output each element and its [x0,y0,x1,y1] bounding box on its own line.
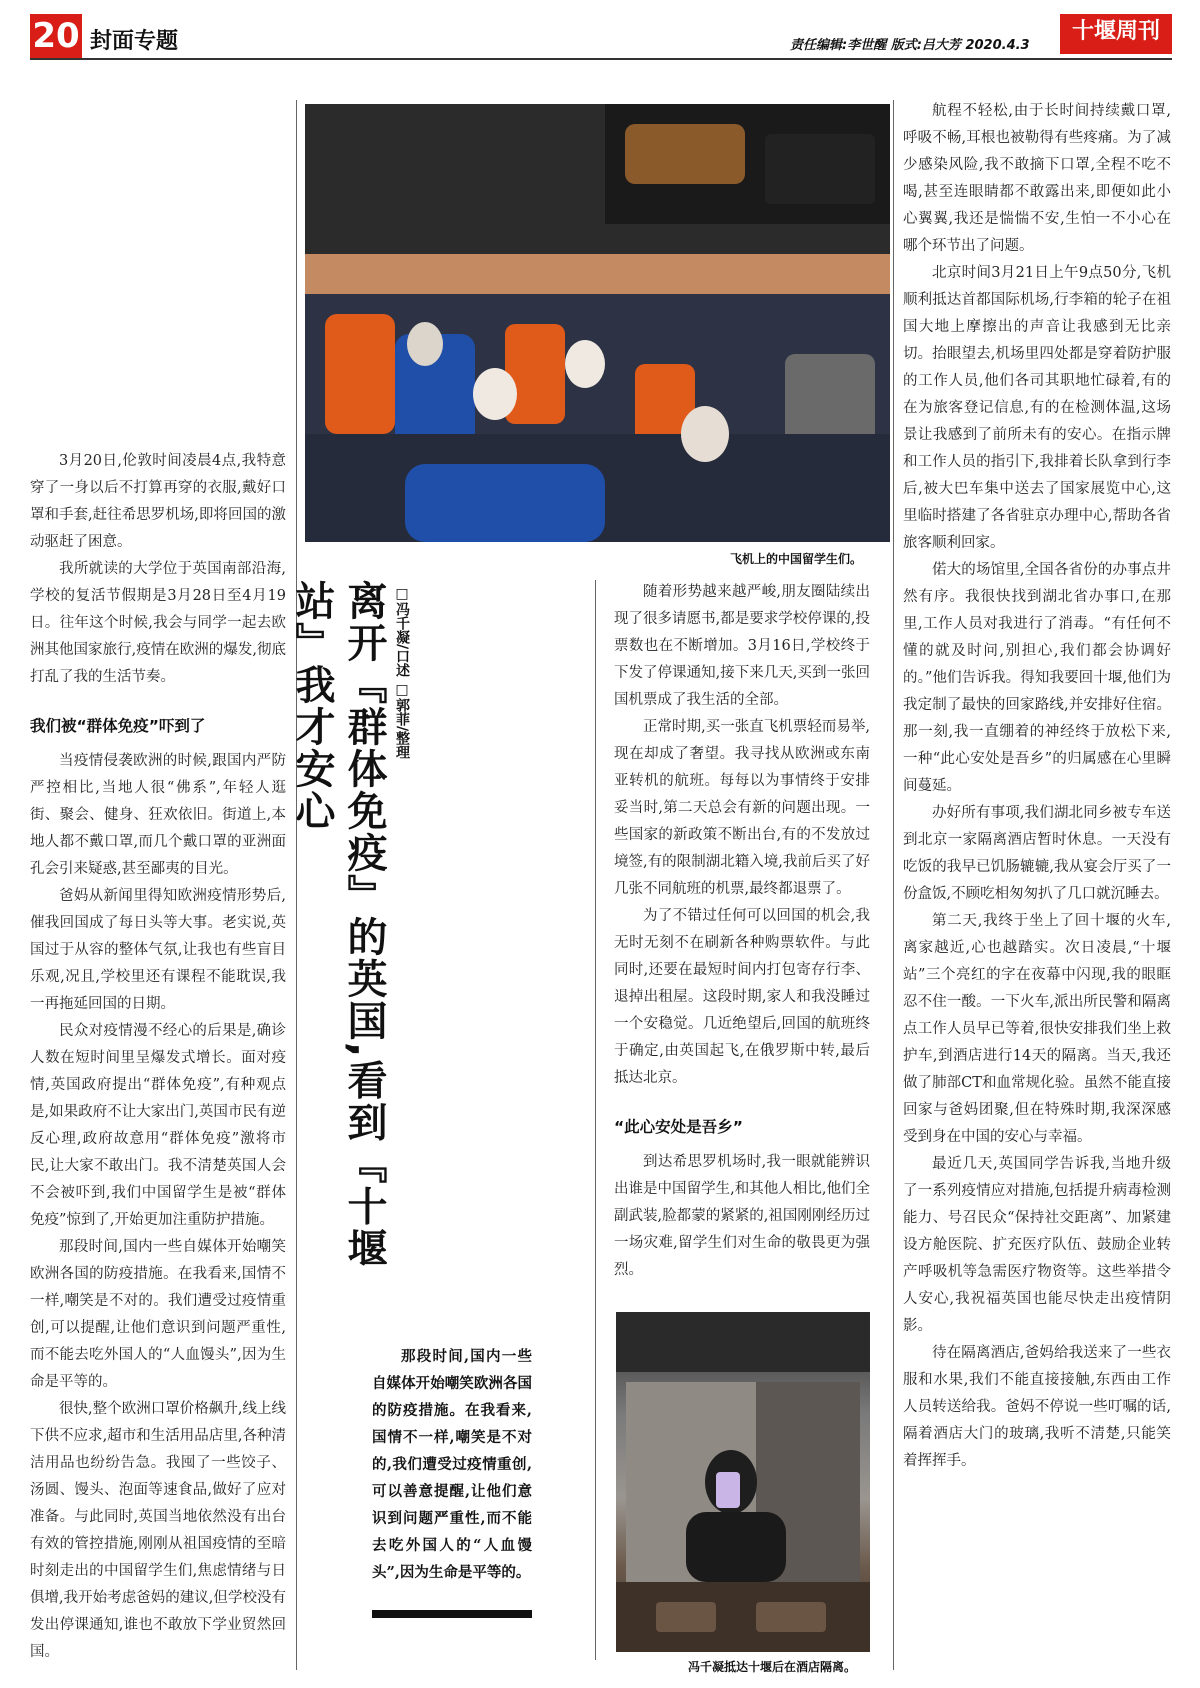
column-divider [296,100,297,1670]
paragraph: 民众对疫情漫不经心的后果是,确诊人数在短时间里呈爆发式增长。面对疫情,英国政府提出“群体免疫”,有种观点是,如果政府不让大家出门,英国市民有逆反心理,政府故意用“群体免疫”激将市民,让大家不敢出门。我不清楚英国人会不会被吓到,我们中国留学生是被“群体免疫”惊到了,开始更加注重防护措施。 [30,1023,286,1228]
pull-quote: 那段时间,国内一些自媒体开始嘲笑欧洲各国的防疫措施。在我看来,国情不一样,嘲笑是不对的,我们遭受过疫情重创,可以善意提醒,让他们意识到问题严重性,而不能去吃外国人的“人血馒头”,因为生命是平等的。 [372,1348,532,1581]
paragraph: 到达希思罗机场时,我一眼就能辨识出谁是中国留学生,和其他人相比,他们全副武装,脸都蒙的紧紧的,祖国刚刚经历过一场灾难,留学生们对生命的敬畏更为强烈。 [614,1154,870,1278]
pull-quote-bar [372,1610,532,1618]
article-column-middle [614,579,870,1284]
paragraph: 航程不轻松,由于长时间持续戴口罩,呼吸不畅,耳根也被勒得有些疼痛。为了减少感染风险,我不敢摘下口罩,全程不吃不喝,甚至连眼睛都不敢露出来,即便如此小心翼翼,我还是惴惴不安,生怕一不小心在哪个环节出了问题。 [903,103,1171,254]
paragraph: 第二天,我终于坐上了回十堰的火车,离家越近,心也越踏实。次日凌晨,“十堰站”三个亮红的字在夜幕中闪现,我的眼眶忍不住一酸。一下火车,派出所民警和隔离点工作人员早已等着,很快安排我们坐上救护车,到酒店进行14天的隔离。当天,我还做了肺部CT和血常规化验。虽然不能直接回家与爸妈团聚,但在特殊时期,我深深感受到身在中国的安心与幸福。 [903,913,1171,1145]
page-number: 20 [30,14,82,58]
masthead-logo: 十堰周刊 [1060,14,1172,50]
paragraph: 当疫情侵袭欧洲的时候,跟国内严防严控相比,当地人很“佛系”,年轻人逛街、聚会、健身、狂欢依旧。街道上,本地人都不戴口罩,而几个戴口罩的亚洲面孔会引来疑惑,甚至鄙夷的目光。 [30,753,286,877]
article-byline: □冯千凝/口述 □郭菲/整理 [394,586,410,760]
airplane-cabin-illustration [305,104,890,542]
header-divider [30,58,1172,60]
masthead-underline [1060,50,1172,54]
paragraph: 我所就读的大学位于英国南部沿海,学校的复活节假期是3月28日至4月19日。往年这个时候,我会与同学一起去欧洲其他国家旅行,疫情在欧洲的爆发,彻底打乱了我的生活节奏。 [30,561,286,685]
article-headline: 离开『群体免疫』的英国,看到『十堰站』我才安心 [289,580,387,1270]
column-divider [595,580,596,1660]
paragraph: 待在隔离酒店,爸妈给我送来了一些衣服和水果,我们不能直接接触,东西由工作人员转送给我。爸妈不停说一些叮嘱的话,隔着酒店大门的玻璃,我听不清楚,只能笑着挥挥手。 [903,1345,1171,1469]
paragraph: 爸妈从新闻里得知欧洲疫情形势后,催我回国成了每日头等大事。老实说,英国过于从容的整体气氛,让我也有些盲目乐观,况且,学校里还有课程不能耽误,我一再拖延回国的日期。 [30,888,286,1012]
paragraph: 那段时间,国内一些自媒体开始嘲笑欧洲各国的防疫措施。在我看来,国情不一样,嘲笑是不对的。我们遭受过疫情重创,可以提醒,让他们意识到问题严重性,而不能去吃外国人的“人血馒头”,因为生命是平等的。 [30,1239,286,1390]
paragraph: 为了不错过任何可以回国的机会,我无时无刻不在刷新各种购票软件。与此同时,还要在最短时间内打包寄存行李、退掉出租屋。这段时期,家人和我没睡过一个安稳觉。几近绝望后,回国的航班终于确定,由英国起飞,在俄罗斯中转,最后抵达北京。 [614,908,870,1086]
paragraph: 北京时间3月21日上午9点50分,飞机顺利抵达首都国际机场,行李箱的轮子在祖国大地上摩擦出的声音让我感到无比亲切。抬眼望去,机场里四处都是穿着防护服的工作人员,他们各司其职地忙碌着,有的在为旅客登记信息,有的在检测体温,这场景让我感到了前所未有的安心。在指示牌和工作人员的指引下,我排着长队拿到行李后,被大巴车集中送去了国家展览中心,这里临时搭建了各省驻京办理中心,帮助各省旅客顺利回家。 [903,265,1171,551]
paragraph: 最近几天,英国同学告诉我,当地升级了一系列疫情应对措施,包括提升病毒检测能力、号召民众“保持社交距离”、加紧建设方舱医院、扩充医疗队伍、鼓励企业转产呼吸机等急需医疗物资等。这些举措令人安心,我祝福英国也能尽快走出疫情阴影。 [903,1156,1171,1334]
editor-credits: 责任编辑:李世醒 版式:吕大芳 2020.4.3 [790,38,1030,53]
subheading: “此心安处是吾乡” [614,1118,743,1136]
subheading: 我们被“群体免疫”吓到了 [30,717,206,735]
paragraph: 正常时期,买一张直飞机票轻而易举,现在却成了奢望。我寻找从欧洲或东南亚转机的航班。每每以为事情终于安排妥当时,第二天总会有新的问题出现。一些国家的新政策不断出台,有的不发放过境签,有的限制湖北籍入境,我前后买了好几张不同航班的机票,最终都退票了。 [614,719,870,897]
section-title: 封面专题 [90,29,179,54]
hotel-mirror-illustration [616,1312,870,1652]
photo-caption: 冯千凝抵达十堰后在酒店隔离。 [688,1660,857,1674]
airplane-cabin-photo [305,104,890,542]
paragraph: 办好所有事项,我们湖北同乡被专车送到北京一家隔离酒店暂时休息。一天没有吃饭的我早已饥肠辘辘,我从宴会厅买了一份盒饭,不顾吃相匆匆扒了几口就沉睡去。 [903,805,1171,902]
paragraph: 偌大的场馆里,全国各省份的办事点井然有序。我很快找到湖北省办事口,在那里,工作人员对我进行了消毒。“有任何不懂的就及时问,别担心,我们都会协调好的。”他们告诉我。得知我要回十堰,他们为我定制了最快的回家路线,并安排好住宿。那一刻,我一直绷着的神经终于放松下来,一种“此心安处是吾乡”的归属感在心里瞬间蔓延。 [903,562,1171,794]
paragraph: 3月20日,伦敦时间凌晨4点,我特意穿了一身以后不打算再穿的衣服,戴好口罩和手套,赶往希思罗机场,即将回国的激动驱赶了困意。 [30,453,286,550]
column-divider [893,100,894,1670]
paragraph: 随着形势越来越严峻,朋友圈陆续出现了很多请愿书,都是要求学校停课的,投票数也在不断增加。3月16日,学校终于下发了停课通知,接下来几天,买到一张回国机票成了我生活的全部。 [614,584,870,708]
article-column-right [903,98,1171,1475]
paragraph: 很快,整个欧洲口罩价格飙升,线上线下供不应求,超市和生活用品店里,各种清洁用品也纷纷告急。我囤了一些饺子、汤圆、馒头、泡面等速食品,做好了应对准备。与此同时,英国当地依然没有出台有效的管控措施,刚刚从祖国疫情的至暗时刻走出的中国留学生们,焦虑情绪与日俱增,我开始考虑爸妈的建议,但学校没有发出停课通知,谁也不敢放下学业贸然回国。 [30,1401,286,1660]
hotel-quarantine-photo [616,1312,870,1652]
article-column-left [30,448,286,1666]
photo-caption: 飞机上的中国留学生们。 [730,552,863,566]
